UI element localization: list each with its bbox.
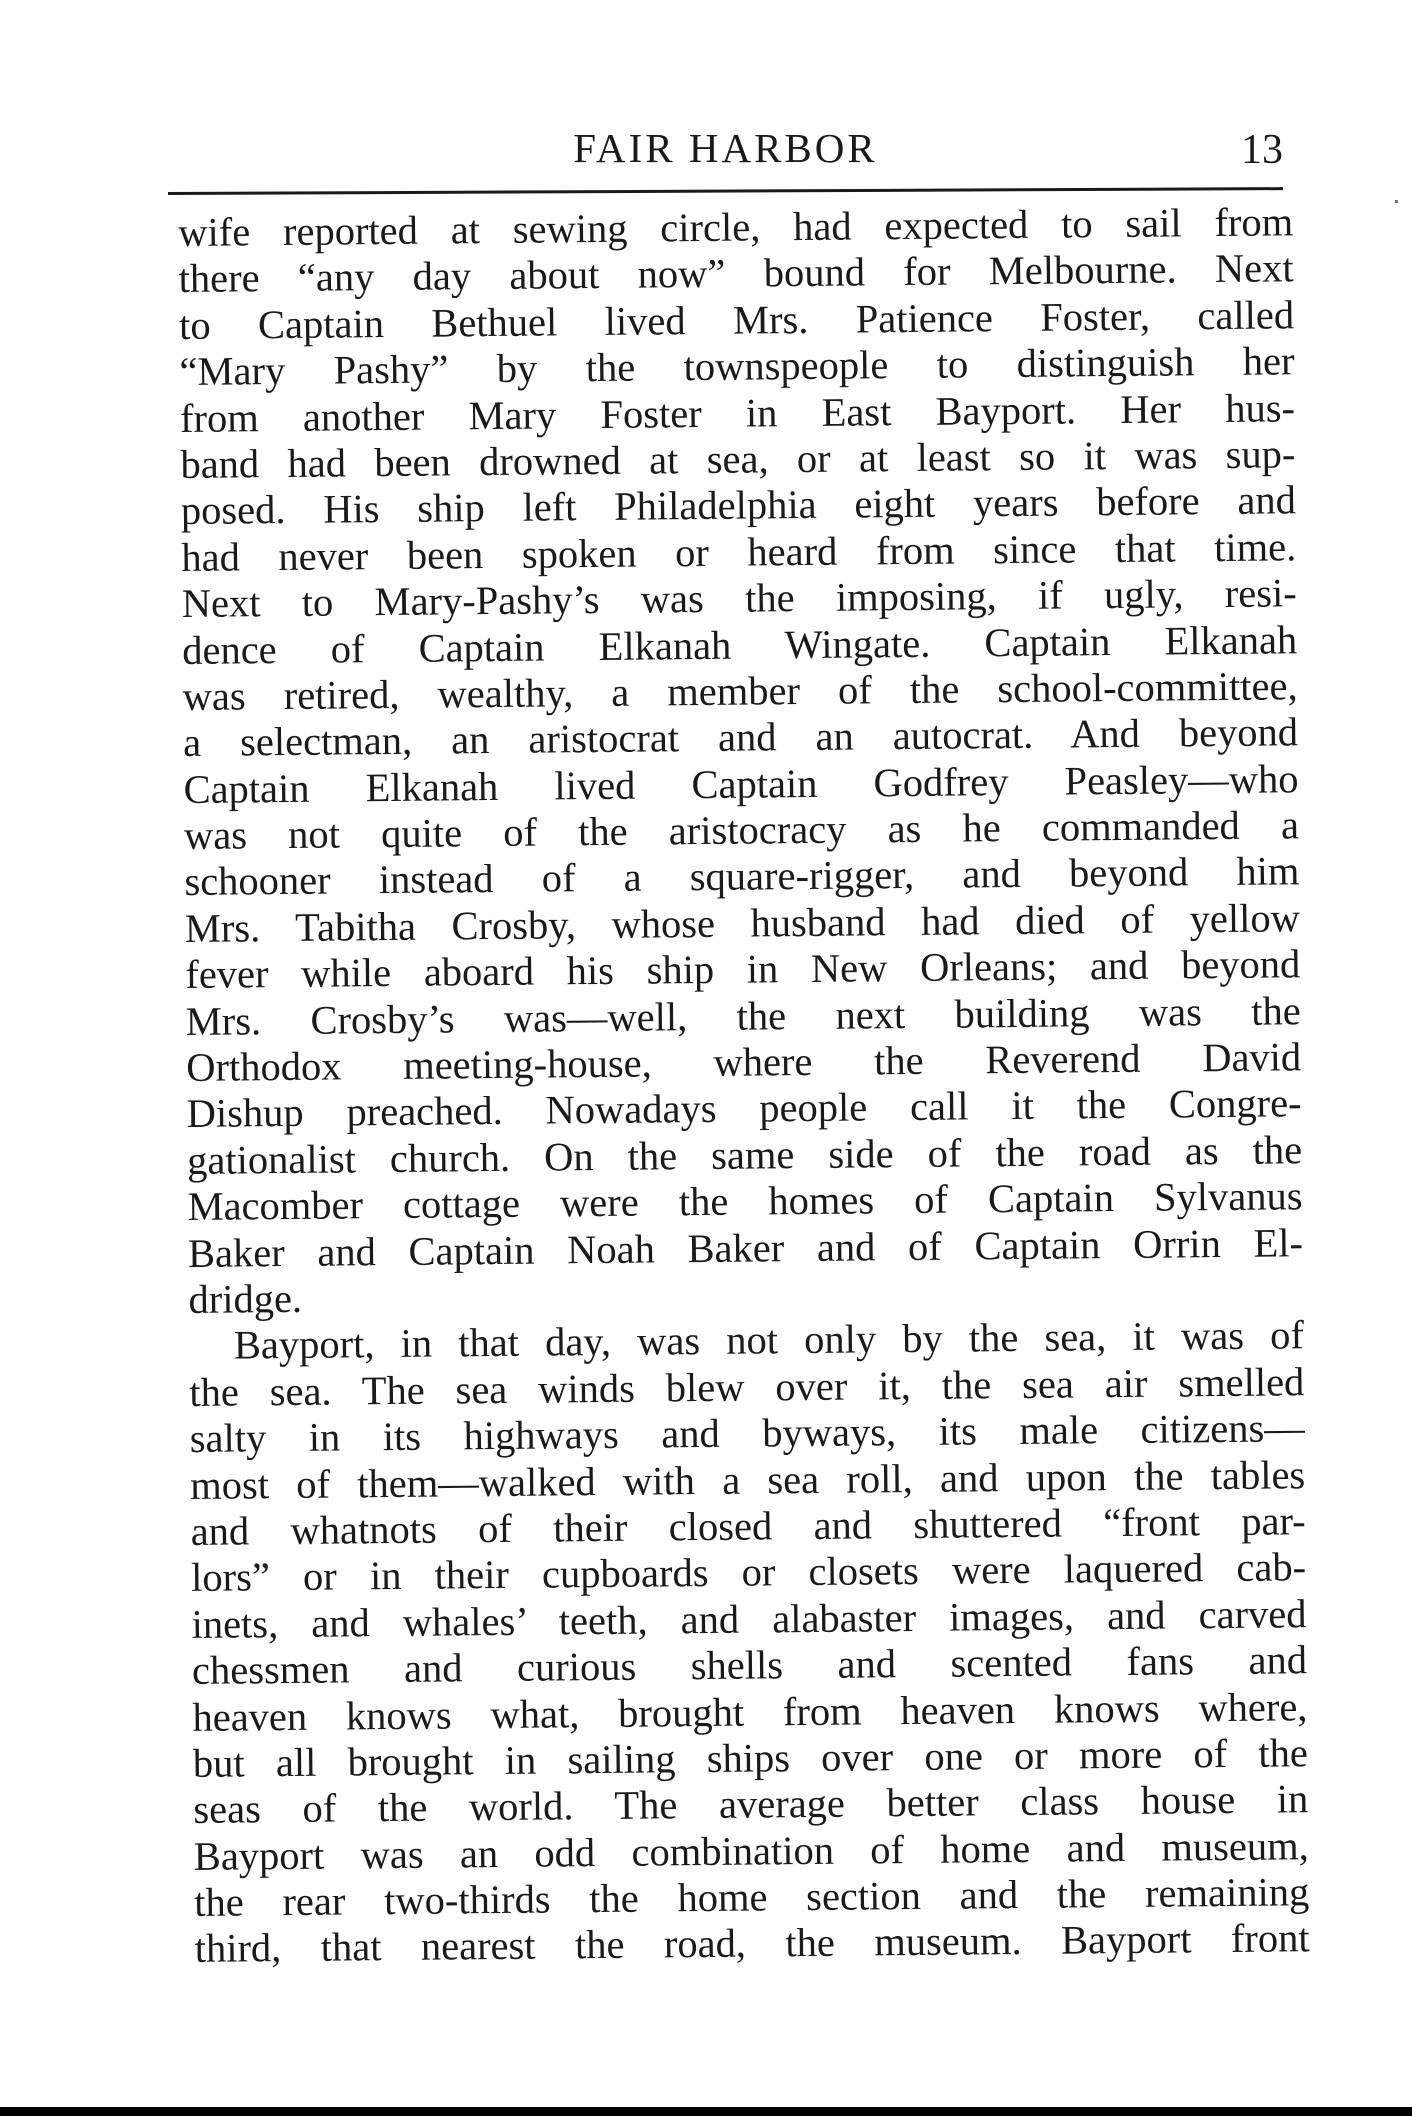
text-line: Bayport, in that day, was not only by the sea, it was of (233, 1312, 1305, 1368)
text-line: “Mary Pashy” by the townspeople to distinguish her (179, 338, 1295, 395)
paragraph (178, 199, 1304, 1323)
text-line: was not quite of the aristocracy as he commanded a (183, 802, 1300, 859)
text-line: from another Mary Foster in East Bayport. Her hus- (179, 384, 1296, 441)
text-line: Bayport was an odd combination of home and museum, (193, 1822, 1309, 1879)
text-line: but all brought in sailing ships over one or more of the (192, 1730, 1309, 1786)
text-line: was retired, wealthy, a member of the school-committee, (182, 663, 1298, 719)
text-line: seas of the world. The average better class house in (193, 1776, 1309, 1833)
text-line: posed. His ship left Philadelphia eight years before and (180, 477, 1297, 534)
text-line: chessmen and curious shells and scented fans and (191, 1637, 1308, 1694)
text-line: Baker and Captain Noah Baker and of Captain Orrin El- (187, 1219, 1304, 1276)
text-line: fever while aboard his ship in New Orleans; and beyond (185, 941, 1301, 998)
text-line: Mrs. Crosby’s was—well, the next building was the (185, 987, 1301, 1044)
header-rule (168, 187, 1283, 195)
text-line: Mrs. Tabitha Crosby, whose husband had died of yellow (184, 895, 1301, 951)
text-line: schooner instead of a square-rigger, and beyond him (184, 848, 1300, 905)
text-line: dence of Captain Elkanah Wingate. Captain Elkanah (182, 616, 1298, 673)
text-line: wife reported at sewing circle, had expected to sail from (178, 199, 1294, 255)
text-line: third, that nearest the road, the museum. Bayport front (194, 1915, 1310, 1972)
page-header (168, 118, 1283, 188)
text-line: inets, and whales’ teeth, and alabaster images, and carved (191, 1590, 1307, 1647)
text-line: there “any day about now” bound for Melbourne. Next (178, 245, 1294, 302)
text-line: gationalist church. On the same side of the road as the (186, 1127, 1303, 1183)
text-line: dridge. (188, 1275, 303, 1322)
text-line: Macomber cottage were the homes of Captain Sylvanus (187, 1173, 1303, 1230)
margin-speck (1395, 200, 1398, 203)
text-line: heaven knows what, brought from heaven knows where, (192, 1683, 1308, 1740)
text-line: to Captain Bethuel lived Mrs. Patience Foster, called (178, 292, 1295, 348)
text-line: Captain Elkanah lived Captain Godfrey Peasley—who (183, 755, 1299, 812)
running-title: FAIR HARBOR (573, 125, 878, 171)
body-text (178, 199, 1310, 1972)
text-line: lors” or in their cupboards or closets were laquered cab- (190, 1544, 1307, 1601)
text-line: most of them—walked with a sea roll, and upon the tables (190, 1451, 1306, 1508)
text-line: and whatnots of their closed and shuttered “front par- (190, 1498, 1306, 1554)
text-line: had never been spoken or heard from since that time. (181, 524, 1297, 580)
text-line: Next to Mary-Pashy’s was the imposing, if ugly, resi- (181, 570, 1297, 627)
page-number: 13 (1241, 127, 1283, 173)
text-line: salty in its highways and byways, its male citizens— (189, 1405, 1305, 1462)
text-line: the sea. The sea winds blew over it, the sea air smelled (189, 1359, 1305, 1415)
text-line: Dishup preached. Nowadays people call it the Congre- (186, 1080, 1302, 1137)
text-line: band had been drowned at sea, or at least so it was sup- (180, 431, 1296, 487)
text-line: a selectman, an aristocrat and an autocrat. And beyond (182, 709, 1299, 766)
scan-bottom-edge (0, 2107, 1412, 2116)
text-line: Orthodox meeting-house, where the Reverend David (186, 1034, 1302, 1090)
paragraph (189, 1313, 1310, 1973)
text-line: the rear two-thirds the home section and the remaining (194, 1869, 1310, 1925)
